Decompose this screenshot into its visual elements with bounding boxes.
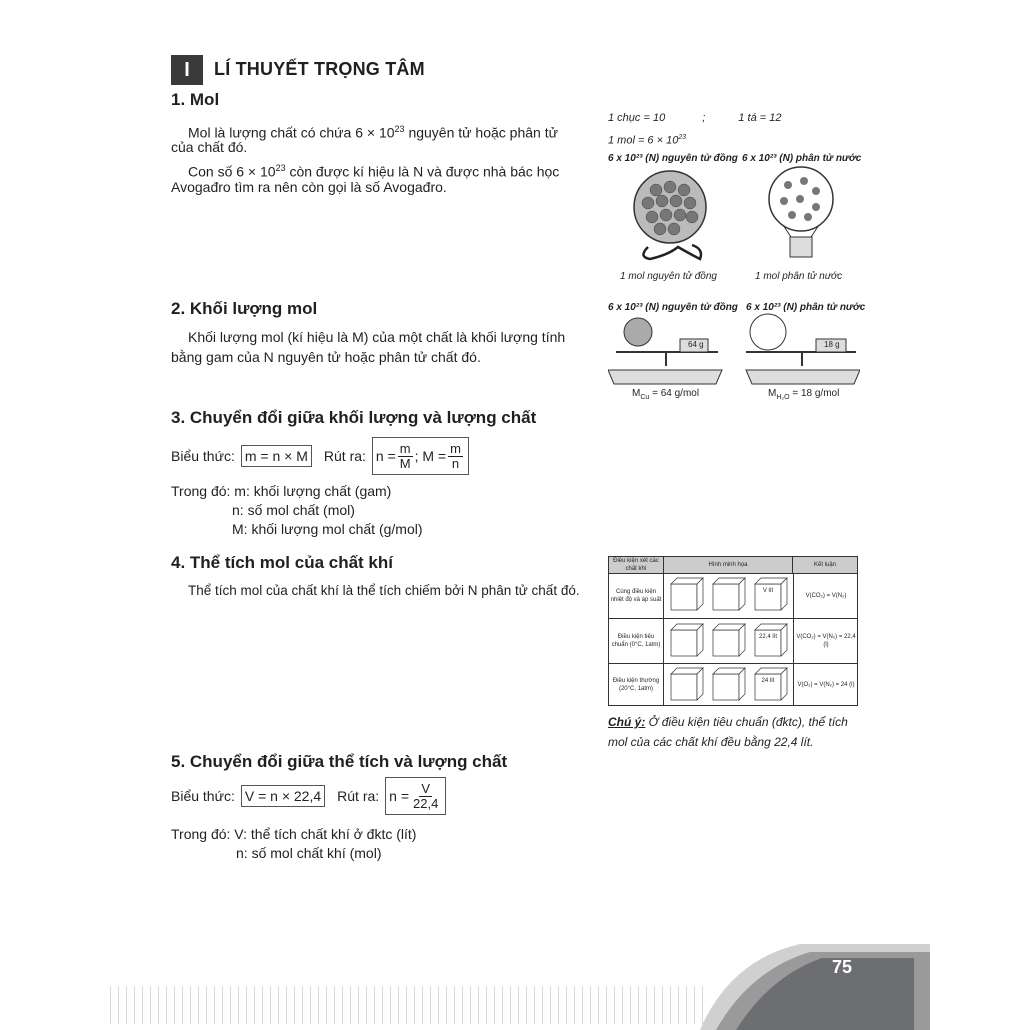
heading-volume-conversion: 5. Chuyển đổi giữa thể tích và lượng chất: [171, 752, 508, 771]
page-number: 75: [832, 957, 853, 977]
where-m: Trong đó: m: khối lượng chất (gam): [171, 483, 392, 499]
molar-mass-cu: $M_{Cu} = 64$ g/mol: [632, 388, 700, 401]
avogadro-text-cont: Avogađro tìm ra nên còn gọi là số Avogađro.: [171, 179, 447, 195]
volume-label-24: 24 lít: [761, 678, 775, 684]
heading-mol: 1. Mol: [171, 90, 220, 109]
scale-h2o: [746, 314, 860, 384]
volume-formula: V = n × 22,4: [241, 785, 325, 807]
caption-cu-atoms-2: 6 x 10²³ (N) nguyên tử đồng: [608, 302, 738, 313]
tie-string: [643, 245, 701, 259]
scale-cu: [608, 318, 722, 384]
volume-label-22-4: 22,4 lít: [758, 634, 777, 640]
caption-h2o-molecules-2: 6 x 10²³ (N) phân tử nước: [746, 302, 866, 313]
heading-mass-conversion: 3. Chuyển đổi giữa khối lượng và lượng chất: [171, 408, 537, 427]
section-badge: I: [171, 55, 203, 85]
derive-label-2: Rút ra:: [337, 788, 380, 804]
table-header-conclusion: Kết luận: [793, 557, 857, 573]
basket: [790, 237, 812, 257]
expr-label-2: Biểu thức:: [171, 788, 235, 804]
where-M: M: khối lượng mol chất (g/mol): [232, 521, 423, 537]
derived-volume-formula: n = $\frac{V}{22,4}$: [385, 777, 446, 815]
section-title: LÍ THUYẾT TRỌNG TÂM: [214, 59, 425, 79]
dozen-line: 1 chục = 10 ; 1 tá = 12: [608, 112, 782, 124]
molar-mass-h2o: $M_{H_2O} = 18$ g/mol: [768, 388, 840, 401]
table-row: Cùng điều kiện nhiệt độ và áp suất V(CO₂) = V(N₂): [609, 573, 857, 618]
where-n: n: số mol chất (mol): [232, 502, 355, 518]
table-row: Điều kiện thường (20°C, 1atm) V(O₂) = V(N₂) = 24 (l): [609, 663, 857, 706]
caption-h2o-molecules: 6 x 10²³ (N) phân tử nước: [742, 153, 862, 164]
molar-mass-def: Khối lượng mol (kí hiệu là M) của một chất là khối lượng tính: [188, 329, 566, 345]
avogadro-text: Con số $6 \times 10^{23}$ còn được kí hiệu là N và được nhà bác học: [188, 163, 560, 180]
volume-label-v: V lít: [762, 588, 774, 594]
scale-cu-weight: 64 g: [688, 340, 704, 349]
mol-definition-cont: của chất đó.: [171, 139, 248, 155]
scale-h2o-weight: 18 g: [824, 340, 840, 349]
mol-equals: 1 mol = $6 \times 10^{23}$: [608, 134, 687, 147]
mol-illustration: [608, 165, 858, 270]
heading-molar-mass: 2. Khối lượng mol: [171, 299, 318, 318]
where-n-gas: n: số mol chất khí (mol): [236, 845, 382, 861]
derive-label: Rút ra:: [323, 448, 366, 464]
derived-formula: n = $\frac{m}{M}$ ; M = $\frac{m}{n}$: [372, 437, 469, 475]
caption-cu-atoms: 6 x 10²³ (N) nguyên tử đồng: [608, 153, 738, 164]
table-header-illustration: Hình minh họa: [664, 557, 793, 573]
where-V: Trong đó: V: thể tích chất khí ở đktc (lít): [171, 826, 417, 842]
gas-volume-def: Thể tích mol của chất khí là thể tích chiếm bởi N phân tử chất đó.: [188, 583, 580, 598]
caption-1mol-cu: 1 mol nguyên tử đồng: [620, 271, 717, 282]
caption-1mol-h2o: 1 mol phân tử nước: [755, 271, 843, 282]
table-row: Điều kiện tiêu chuẩn (0°C, 1atm) V(CO₂) = V(N₂) = 22,4 (l): [609, 618, 857, 663]
mass-formula-row: [171, 437, 469, 475]
expr-label: Biểu thức:: [171, 448, 235, 464]
mol-definition: Mol là lượng chất có chứa $6 \times 10^{23}$ nguyên tử hoặc phân tử: [188, 124, 558, 141]
note: Chú ý: Ở điều kiện tiêu chuẩn (đktc), thể tích mol của các chất khí đều bằng 22,4 lít.: [608, 715, 848, 749]
heading-gas-volume: 4. Thể tích mol của chất khí: [171, 553, 393, 572]
mass-formula: m = n × M: [241, 445, 312, 467]
footer-dotted-pattern: [110, 986, 710, 1024]
scale-illustration: [608, 312, 860, 386]
volume-formula-row: [171, 776, 446, 816]
table-header-condition: Điều kiện xét các chất khí: [609, 557, 664, 573]
molar-mass-def-cont: bằng gam của N nguyên tử hoặc phân tử chất đó.: [171, 349, 481, 365]
gas-volume-table: [608, 556, 858, 706]
page-corner-decoration: [690, 940, 930, 1030]
